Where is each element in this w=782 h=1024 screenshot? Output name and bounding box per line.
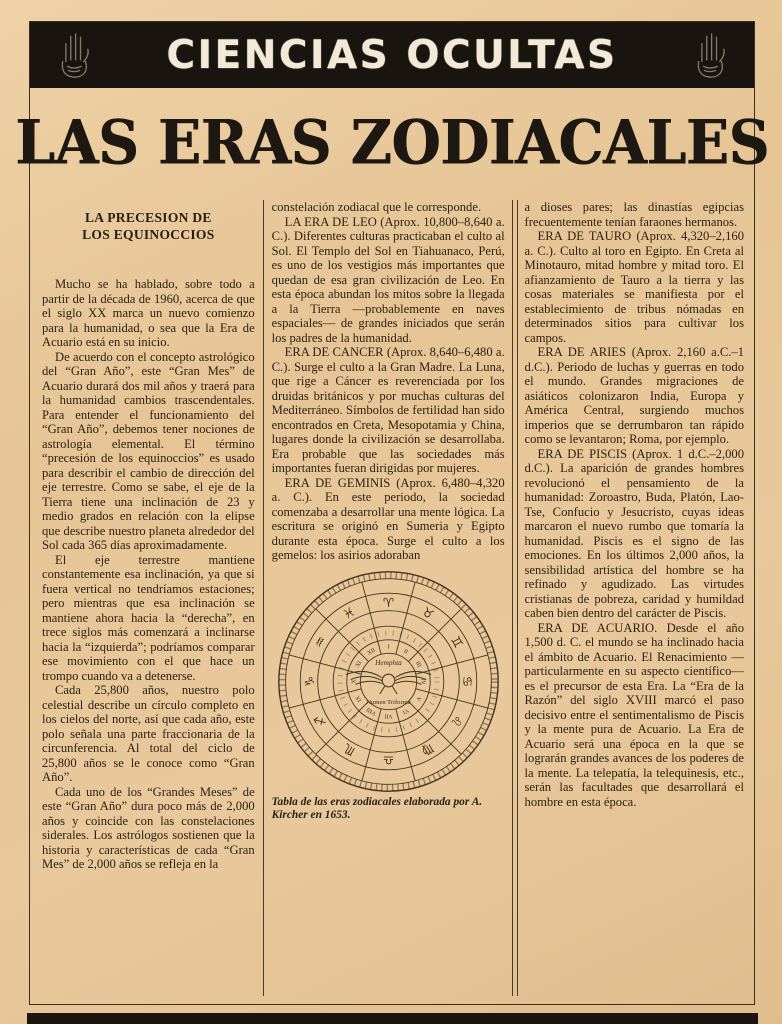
roman-numeral: VII bbox=[384, 711, 393, 718]
subhead-line: LOS EQUINOCCIOS bbox=[82, 226, 215, 242]
article-columns bbox=[30, 198, 754, 996]
article-subhead bbox=[48, 210, 249, 243]
section-title: CIENCIAS OCULTAS bbox=[166, 32, 618, 78]
paragraph: ERA DE ACUARIO. Desde el año 1,500 d. C. el mundo se ha inclinado hacia el ámbito de Acuario. El Renacimiento —particularmente en su aspecto científico— es el precursor de esta Era. La “Era de la Razón” del siglo XVIII marcó el paso decisivo entre el sentimentalismo de Piscis y la mente pura de Acuario. La Era de Acuario será una época en la que se lograrán grandes avances de los poderes de la mente. La telepatía, la telequinesis, etc., serán las facultades que desarrollará el hombre en esta época. bbox=[524, 620, 744, 809]
headline-block bbox=[15, 88, 769, 198]
column-divider bbox=[263, 200, 264, 996]
next-section-edge bbox=[27, 1013, 758, 1024]
paragraph: El eje terrestre mantiene constantemente esa inclinación, ya que si fuera vertical no tendríamos estaciones; pero mientras que esa inclinación se mantiene ahora hacia la “derecha”, en trece siglos más comenzará a inclinarse hacia la “izquierda”; podríamos comparar ese movimiento con el que hace un trompo cuando va a detenerse. bbox=[42, 552, 255, 683]
article-headline: LAS ERAS ZODIACALES bbox=[15, 107, 769, 179]
paragraph: Cada uno de los “Grandes Meses” de este “Gran Año” dura poco más de 2,000 años y coincide con las constelaciones siderales. Los astrólogos sostienen que la historia y características de cada “Gran Mes” de 2,000 años se refleja en la bbox=[42, 784, 255, 871]
paragraph: ERA DE ARIES (Aprox. 2,160 a.C.–1 d.C.). Periodo de luchas y guerras en todo el mundo. Grandes migraciones de asiáticos colonizaron India, Europa y América Central, surgiendo muchos imperios que se derrumbaron tan rápido como se levantaron; Roma, por ejemplo. bbox=[524, 345, 744, 446]
zodiac-glyph: ♑ bbox=[301, 675, 317, 687]
section-banner bbox=[30, 22, 754, 88]
zodiac-glyph: ♌ bbox=[447, 711, 467, 730]
zodiac-glyph: ♐ bbox=[310, 711, 329, 730]
wheel-sector-lines bbox=[289, 582, 488, 781]
paragraph: De acuerdo con el concepto astrológico del “Gran Año”, este “Gran Mes” de Acuario durará dos mil años y traerá para la humanidad cambios trascendentales. Para entender el funcionamiento del “Gran Año”, debemos tener nociones de astrología elemental. El término “precesión de los equinoccios” es usado para describir el cambio de dirección del eje terrestre. Como se sabe, el eje de la Tierra tiene una inclinación de 23 y medio grados en relación con la elipse que describe nuestro planeta alrededor del Sol cada 365 días aproximadamente. bbox=[42, 349, 255, 552]
zodiac-glyph: ♒ bbox=[310, 632, 329, 651]
column-divider-double bbox=[512, 200, 518, 996]
paragraph: LA ERA DE LEO (Aprox. 10,800–8,640 a. C.). Diferentes culturas practicaban el culto al Sol. El Templo del Sol en Tiahuanaco, Perú, es uno de los vestigios más importantes que quedan de esa gran civilización de Leo. En esta época abundan los mitos sobre la llegada a la Tierra —probablemente en naves espaciales— de grandes iniciados que serán los padres de la humanidad. bbox=[271, 214, 505, 345]
roman-numeral: VI bbox=[400, 706, 410, 715]
palm-hand-icon bbox=[54, 29, 94, 81]
figure-caption: Tabla de las eras zodiacales elaborada por A. Kircher en 1653. bbox=[271, 795, 483, 822]
paragraph: ERA DE CANCER (Aprox. 8,640–6,480 a. C.). Surge el culto a la Gran Madre. La Luna, que rige a Cáncer es reverenciada por los druidas británicos y por muchas culturas del Mediterráneo. Símbolos de fertilidad han sido encontrados en Creta, Mesopotamia y China, lugares donde la civilización se desarrollaba. Era probable que las sociedades más importantes fueran dirigidas por mujeres. bbox=[271, 345, 505, 475]
paragraph: Mucho se ha hablado, sobre todo a partir de la década de 1960, acerca de que el siglo XX marca un nuevo comienzo para la humanidad, o sea que la Era de Acuario está en su inicio. bbox=[42, 277, 255, 349]
zodiac-glyph: ♎ bbox=[382, 752, 394, 768]
palm-hand-icon bbox=[690, 29, 730, 81]
zodiac-glyph: ♈ bbox=[382, 594, 394, 610]
article-frame bbox=[15, 21, 769, 1005]
zodiac-glyph: ♉ bbox=[419, 603, 437, 622]
column-3 bbox=[525, 200, 744, 996]
zodiac-glyph: ♋ bbox=[459, 675, 475, 687]
roman-numeral: XII bbox=[366, 646, 377, 657]
roman-numeral: XI bbox=[354, 659, 363, 669]
roman-numeral: III bbox=[413, 659, 422, 669]
paragraph: ERA DE PISCIS (Aprox. 1 d.C.–2,000 d.C.). La aparición de grandes hombres revolucionó el pensamiento de la humanidad: Zoroastro, Buda, Platón, Lao-Tse, Confucio y Jesucristo, cuyas ideas marcaron el nuevo rumbo que tomaría la humanidad. Piscis es el signo de las emociones. En los últimos 2,000 años, la sensibilidad artística del hombre se ha refinado y agudizado. Las virtudes cristianas de pobreza, caridad y humildad caben bien dentro del carácter de Piscis. bbox=[524, 446, 744, 620]
paragraph: constelación zodiacal que le corresponde. bbox=[271, 200, 482, 214]
paragraph: Cada 25,800 años, nuestro polo celestial describe un círculo completo en los cielos del norte, así que cada año, este polo señala una parte fraccionaria de la circunferencia. Al total del ciclo de 25,800 años se le conoce como “Gran Año”. bbox=[42, 683, 255, 784]
roman-numeral: VIII bbox=[365, 705, 377, 716]
column-1 bbox=[42, 200, 255, 996]
paragraph: ERA DE TAURO (Aprox. 4,320–2,160 a. C.). Culto al toro en Egipto. En Creta al Minotauro, mitad hombre y mitad toro. El afianzamiento de Tauro a la tierra y las cosas materiales se manifiesta por el establecimiento de tribus nómadas en determinados sitios para cultivar los campos. bbox=[524, 229, 744, 345]
wheel-center-label-bottom: Numen Triforme bbox=[365, 698, 411, 706]
column-2 bbox=[272, 200, 505, 996]
roman-numeral: V bbox=[413, 694, 422, 702]
roman-numeral: IV bbox=[419, 677, 426, 685]
roman-numeral: II bbox=[401, 647, 409, 656]
zodiac-glyph: ♍ bbox=[419, 740, 437, 759]
zodiac-glyph: ♏ bbox=[339, 740, 358, 759]
wheel-center-label-top: Hemphta bbox=[374, 658, 402, 667]
paragraph: a dioses pares; las dinastías egipcias frecuentemente tenían faraones hermanos. bbox=[524, 200, 744, 229]
zodiac-glyph: ♊ bbox=[447, 632, 467, 651]
zodiac-wheel-figure bbox=[272, 567, 505, 824]
zodiac-glyph: ♓ bbox=[339, 603, 358, 622]
kircher-zodiac-wheel bbox=[272, 567, 505, 796]
roman-numeral: X bbox=[351, 678, 358, 684]
subhead-line: LA PRECESION DE bbox=[84, 210, 212, 225]
roman-numeral: I bbox=[387, 644, 390, 651]
paragraph: ERA DE GEMINIS (Aprox. 6,480–4,320 a. C.). En este periodo, la sociedad comenzaba a desarrollar una mente lógica. La escritura se originó en Sumeria y Egipto durante esta época. Surge el culto a los gemelos: los asirios adoraban bbox=[271, 475, 505, 562]
roman-numeral: IX bbox=[354, 693, 363, 703]
